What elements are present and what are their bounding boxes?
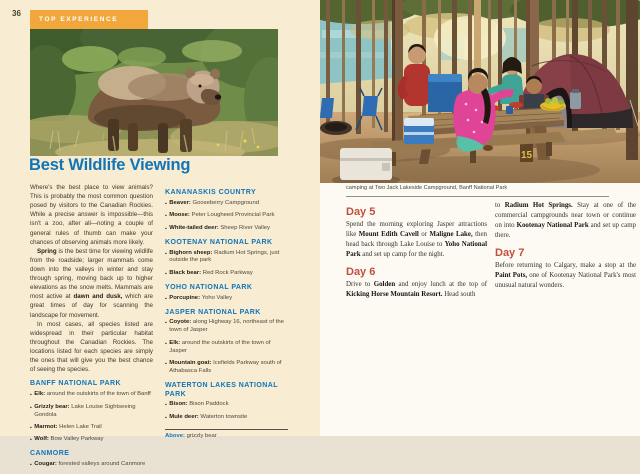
text-run: Head south (442, 290, 476, 298)
left-page-columns (30, 183, 288, 474)
bullet-marker-icon: ▪ (30, 462, 32, 469)
wildlife-bullet (30, 391, 153, 399)
wildlife-bullet (165, 270, 288, 278)
text-run: one of Kootenay National Park's most unusual natural wonders. (495, 271, 636, 289)
bullet-marker-icon: ▪ (165, 270, 167, 277)
section-heading: WATERTON LAKES NATIONAL PARK (165, 382, 278, 398)
bullet-text: Bighorn sheep: Radium Hot Springs, just outside the park (169, 249, 280, 264)
intro-paragraph (30, 320, 153, 375)
text-run: or (418, 231, 430, 239)
left-page (0, 0, 320, 469)
bold-text: Mount Edith Cavell (358, 231, 419, 239)
itinerary-column-2 (495, 201, 636, 302)
text-run: and enjoy lunch at the top of (395, 280, 487, 288)
wildlife-bullet (165, 212, 288, 220)
grizzly-bear-photo (30, 29, 278, 156)
bullet-text: White-tailed deer: Sheep River Valley (169, 224, 271, 231)
text-run: In most cases, all species listed are widespread in their particular habitat throughout the Canadian Rockies. The locations listed for each species are simply the ones that will give you the best chance of seeing the species. (30, 320, 153, 374)
wildlife-bullet (165, 340, 288, 356)
section-heading: KANANASKIS COUNTRY (165, 189, 257, 196)
bullet-marker-icon: ▪ (165, 213, 167, 220)
wildlife-bullet (165, 360, 288, 376)
campsite-number: 15 (520, 150, 533, 161)
bullet-marker-icon: ▪ (165, 340, 167, 347)
section-heading: KOOTENAY NATIONAL PARK (165, 238, 273, 246)
bullet-marker-icon: ▪ (165, 200, 167, 207)
photo-credit (165, 429, 288, 439)
text-run: Stay at one of the commercial campgrounds near town or continue on into (495, 202, 637, 230)
bullet-marker-icon: ▪ (165, 402, 167, 409)
bullet-marker-icon: ▪ (30, 437, 32, 444)
text-run: Where's the best place to view animals? This is probably the most common question posed by visitors to the Canadian Rockies. While a precise answer is impossible—this isn't a zoo, after all—noting a couple of general rules of thumb can make your chances of observing animals more likely. (30, 184, 153, 246)
day-heading: Day 6 (346, 265, 376, 278)
bullet-text: Moose: Peter Lougheed Provincial Park (169, 212, 275, 219)
bullet-marker-icon: ▪ (165, 320, 167, 327)
wildlife-bullet (30, 404, 153, 420)
bullet-marker-icon: ▪ (165, 225, 167, 232)
bold-text: Kicking Horse Mountain Resort. (346, 290, 443, 298)
wildlife-bullet (30, 461, 153, 469)
bullet-text: Wolf: Bow Valley Parkway (34, 436, 104, 443)
day-paragraph (495, 261, 636, 291)
text-run: and set up camp for the night. (360, 251, 445, 259)
bullet-text: Cougar: forested valleys around Canmore (34, 461, 146, 468)
bullet-text: Black bear: Red Rock Parkway (169, 269, 253, 276)
photo-caption: camping at Two Jack Lakeside Campground, Banff National Park (346, 185, 508, 191)
bold-text: dawn and dusk, (73, 293, 123, 301)
section-heading: JASPER NATIONAL PARK (165, 308, 261, 316)
bold-text: Paint Pots, (495, 271, 528, 279)
intro-paragraph (30, 183, 153, 247)
white-cooler (332, 148, 400, 183)
wildlife-bullet (30, 424, 153, 432)
wildlife-bullet (165, 250, 288, 266)
bullet-text: Porcupine: Yoho Valley (169, 294, 233, 301)
section-heading: CANMORE (30, 450, 70, 458)
blue-cooler (404, 118, 434, 144)
wildlife-bullet (165, 401, 288, 409)
itinerary-columns (346, 201, 636, 302)
bullet-text: Elk: around the outskirts of the town of Banff (34, 391, 151, 398)
day-paragraph (346, 220, 487, 261)
bullet-text: Marmot: Helen Lake Trail (34, 423, 102, 430)
intro-paragraph (30, 247, 153, 320)
wildlife-bullet (165, 200, 288, 208)
wildlife-bullet (165, 414, 288, 422)
text-run: Drive to (346, 280, 374, 288)
section-heading: YOHO NATIONAL PARK (165, 283, 253, 291)
day-heading: Day 5 (346, 206, 376, 218)
text-run: then head back through Lake Louise to (346, 231, 487, 249)
bold-text: Golden (373, 280, 396, 288)
bullet-text: Elk: around the outskirts of the town of Jasper (169, 339, 271, 354)
itinerary-column-1 (346, 201, 487, 302)
bullet-text: Beaver: Gooseberry Campground (169, 199, 259, 206)
photo-credit-text: grizzly bear (186, 432, 217, 439)
wildlife-bullet (165, 319, 288, 335)
bold-text: Radium Hot Springs. (504, 202, 573, 209)
day-paragraph (495, 201, 636, 242)
wildlife-sections-col2 (165, 189, 288, 422)
wildlife-bullet (165, 295, 288, 303)
day-paragraph (346, 280, 487, 300)
text-column-2 (165, 183, 288, 474)
page-number: 36 (12, 9, 21, 18)
wildlife-sections-col1 (30, 380, 153, 469)
text-run: which are great times of day for scanning the landscape for movement. (30, 293, 153, 319)
bullet-marker-icon: ▪ (30, 392, 32, 399)
bullet-marker-icon: ▪ (165, 250, 167, 257)
bullet-marker-icon: ▪ (165, 414, 167, 421)
banner-label: TOP EXPERIENCE (39, 16, 119, 23)
text-run: and set up camp there. (495, 222, 636, 240)
section-heading: BANFF NATIONAL PARK (30, 380, 121, 388)
bullet-marker-icon: ▪ (30, 424, 32, 431)
bullet-text: Mule deer: Waterton townsite (169, 413, 248, 420)
bullet-marker-icon: ▪ (165, 295, 167, 302)
bullet-text: Grizzly bear: Lake Louise Sightseeing Gondola (34, 403, 136, 418)
top-experience-banner (30, 10, 148, 29)
caption-rule (346, 196, 609, 197)
text-run: Spend the morning exploring Jasper attractions like (346, 221, 487, 239)
bold-text: Yoho National Park (346, 241, 487, 259)
text-column-1 (30, 183, 153, 474)
bullet-text: Coyote: along Highway 16, northeast of the town of Jasper (169, 319, 284, 334)
camping-photo (320, 0, 640, 183)
text-run: Before returning to Calgary, make a stop at the (495, 261, 636, 269)
photo-credit-label: Above: (165, 432, 185, 439)
bold-text: Spring (37, 247, 57, 255)
text-run: is the best time for viewing wildlife from the roadside; larger mammals come down into the valleys in winter and stay through spring, moving back up to higher elevations as the snow melts. Mammals are most active at (30, 247, 153, 301)
bullet-marker-icon: ▪ (165, 361, 167, 368)
bullet-marker-icon: ▪ (30, 404, 32, 411)
bullet-text: Mountain goat: Icefields Parkway south of Athabasca Falls (169, 360, 282, 375)
text-run: to (495, 202, 505, 209)
intro-paragraphs (30, 183, 153, 374)
page-title: Best Wildlife Viewing (29, 156, 191, 174)
day-heading: Day 7 (495, 246, 525, 259)
bold-text: Maligne Lake, (429, 231, 473, 239)
wildlife-bullet (165, 225, 288, 233)
bold-text: Kootenay National Park (516, 222, 589, 230)
wildlife-bullet (30, 436, 153, 444)
bullet-text: Bison: Bison Paddock (169, 401, 229, 408)
right-page (320, 0, 640, 436)
